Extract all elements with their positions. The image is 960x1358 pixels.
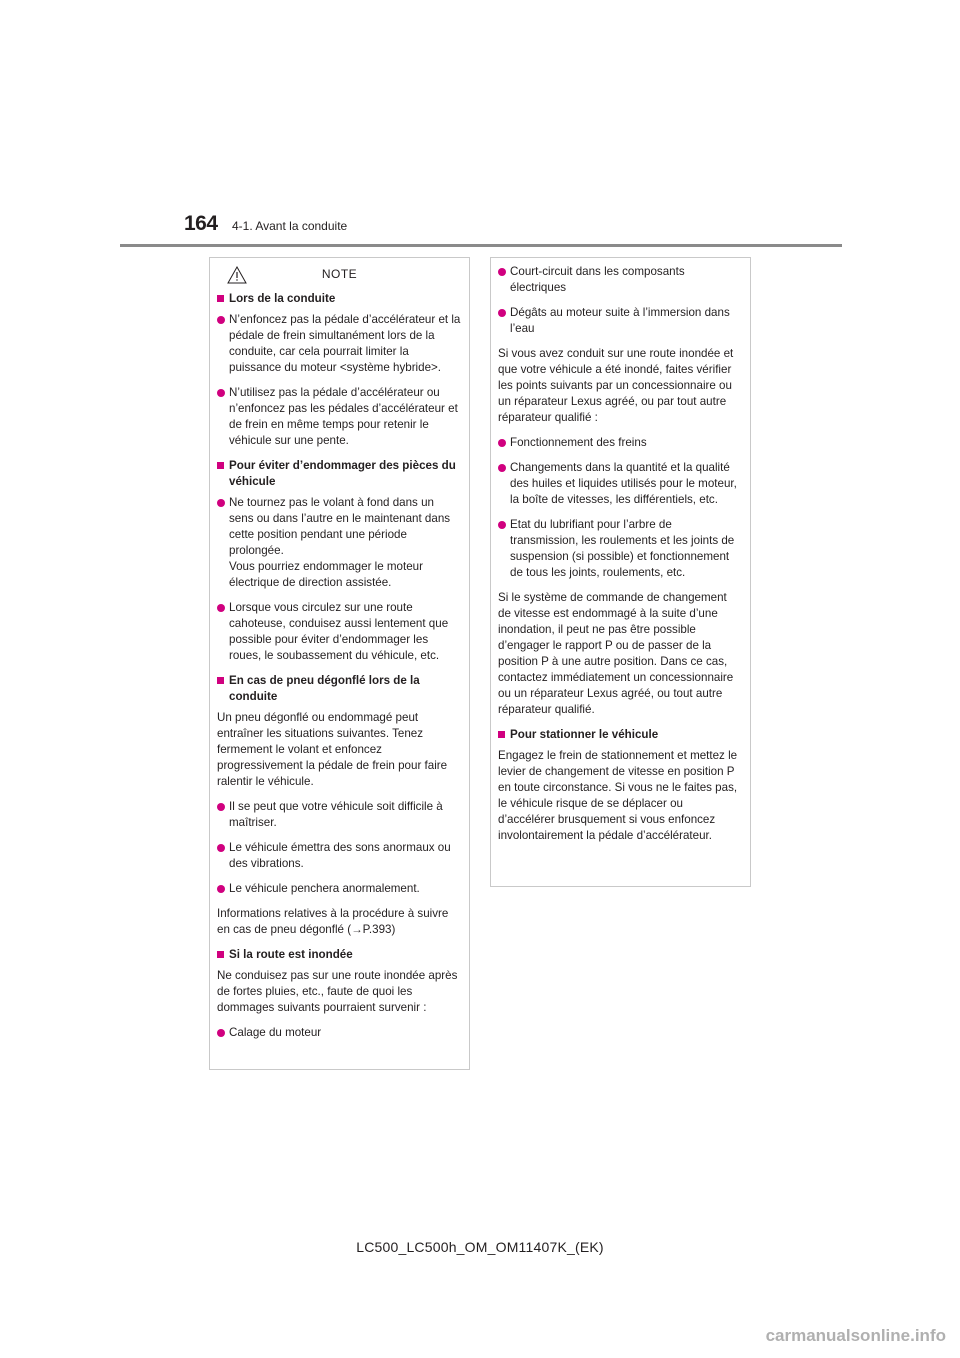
bullet-item [217,495,461,591]
paragraph [217,968,461,1016]
square-bullet-icon [217,462,224,469]
left-column-content [217,291,461,1041]
para-text: Engagez le frein de stationnement et mettez le levier de changement de vitesse en position P en toute circonstance. Si vous ne le faites pas, le véhicule risque de se déplacer ou d’accélérer brusquement si vous enfoncez involontairement la pédale d’accélérateur. [498,749,738,842]
bullet-item [498,305,742,337]
bullet-item [217,600,461,664]
round-bullet-icon [217,389,225,397]
bullet-item [498,264,742,296]
note-header [210,263,469,285]
round-bullet-icon [217,316,225,324]
section-heading [217,947,461,963]
round-bullet-icon [217,885,225,893]
round-bullet-icon [217,499,225,507]
round-bullet-icon [217,604,225,612]
watermark: carmanualsonline.info [765,1326,946,1345]
bullet-text: Le véhicule penchera anormalement. [229,882,420,895]
chapter-title: 4-1. Avant la conduite [232,219,348,233]
bullet-item [217,840,461,872]
round-bullet-icon [498,521,506,529]
square-bullet-icon [498,731,505,738]
note-label: NOTE [321,267,358,281]
right-column-content [498,264,742,844]
note-box-left [209,257,470,1070]
bullet-item [217,1025,461,1041]
bullet-item [217,312,461,376]
bullet-text: Le véhicule émettra des sons anormaux ou des vibrations. [229,841,451,870]
bullet-text: Ne tournez pas le volant à fond dans un sens ou dans l’autre en le maintenant dans cette position pendant une période prolongée. Vous pourriez endommager le moteur électrique de direction assistée. [229,496,451,589]
bullet-item [217,881,461,897]
bullet-text: Dégâts au moteur suite à l’immersion dans l’eau [510,306,730,335]
heading-text: Lors de la conduite [229,292,336,305]
bullet-text: Etat du lubrifiant pour l’arbre de transmission, les roulements et les joints de suspension (si possible) et fonctionnement de tous les joints, roulements, etc. [510,518,735,579]
round-bullet-icon [498,464,506,472]
round-bullet-icon [217,844,225,852]
para-text: Ne conduisez pas sur une route inondée après de fortes pluies, etc., faute de quoi les dommages suivants pourraient survenir : [217,969,458,1014]
bullet-text: Fonctionnement des freins [510,436,647,449]
page-number: 164 [184,212,218,235]
section-heading [498,727,742,743]
heading-text: Pour éviter d’endommager des pièces du véhicule [229,459,456,488]
round-bullet-icon [217,1029,225,1037]
square-bullet-icon [217,677,224,684]
bullet-item [217,799,461,831]
bullet-item [498,435,742,451]
heading-text: En cas de pneu dégonflé lors de la conduite [229,674,420,703]
bullet-text: N’utilisez pas la pédale d’accélérateur ou n’enfoncez pas les pédales d’accélérateur et de frein en même temps pour retenir le véhicule sur une pente. [229,386,458,447]
paragraph [498,590,742,718]
bullet-text: Court-circuit dans les composants électriques [510,265,685,294]
paragraph [217,710,461,790]
note-box-right [490,257,751,887]
square-bullet-icon [217,951,224,958]
section-heading [217,291,461,307]
bullet-text: Changements dans la quantité et la qualité des huiles et liquides utilisés pour le moteur, la boîte de vitesses, les différentiels, etc. [510,461,737,506]
round-bullet-icon [217,803,225,811]
para-text: Si le système de commande de changement de vitesse est endommagé à la suite d’une inondation, il peut ne pas être possible d’engager le rapport P ou de passer de la position P à une autre position. Dans ce cas, contactez immédiatement un concessionnaire ou un réparateur Lexus agréé, ou tout autre réparateur qualifié. [498,591,734,716]
para-text: Si vous avez conduit sur une route inondée et que votre véhicule a été inondé, faites vérifier les points suivants par un concessionnaire ou un réparateur Lexus agréé, ou par tout autre réparateur qualifié : [498,347,734,424]
warning-triangle-icon [227,266,247,284]
bullet-item [217,385,461,449]
round-bullet-icon [498,268,506,276]
paragraph [217,906,461,938]
bullet-text: Il se peut que votre véhicule soit difficile à maîtriser. [229,800,443,829]
heading-text: Pour stationner le véhicule [510,728,659,741]
para-text: Un pneu dégonflé ou endommagé peut entraîner les situations suivantes. Tenez fermement le volant et enfoncez progressivement la pédale de frein pour faire ralentir le véhicule. [217,711,448,788]
paragraph [498,748,742,844]
bullet-item [498,517,742,581]
square-bullet-icon [217,295,224,302]
bullet-item [498,460,742,508]
paragraph [498,346,742,426]
bullet-text: N’enfoncez pas la pédale d’accélérateur et la pédale de frein simultanément lors de la conduite, car cela pourrait limiter la puissance du moteur <système hybride>. [229,313,461,374]
round-bullet-icon [498,439,506,447]
round-bullet-icon [498,309,506,317]
section-heading [217,673,461,705]
bullet-text: Lorsque vous circulez sur une route cahoteuse, conduisez aussi lentement que possible pour éviter d’endommager les roues, le soubassement du véhicule, etc. [229,601,449,662]
para-text: Informations relatives à la procédure à suivre en cas de pneu dégonflé (→P.393) [217,907,449,936]
bullet-text: Calage du moteur [229,1026,322,1039]
section-heading [217,458,461,490]
footer-model-code: LC500_LC500h_OM_OM11407K_(EK) [356,1239,604,1255]
header-rule [120,244,842,247]
heading-text: Si la route est inondée [229,948,353,961]
